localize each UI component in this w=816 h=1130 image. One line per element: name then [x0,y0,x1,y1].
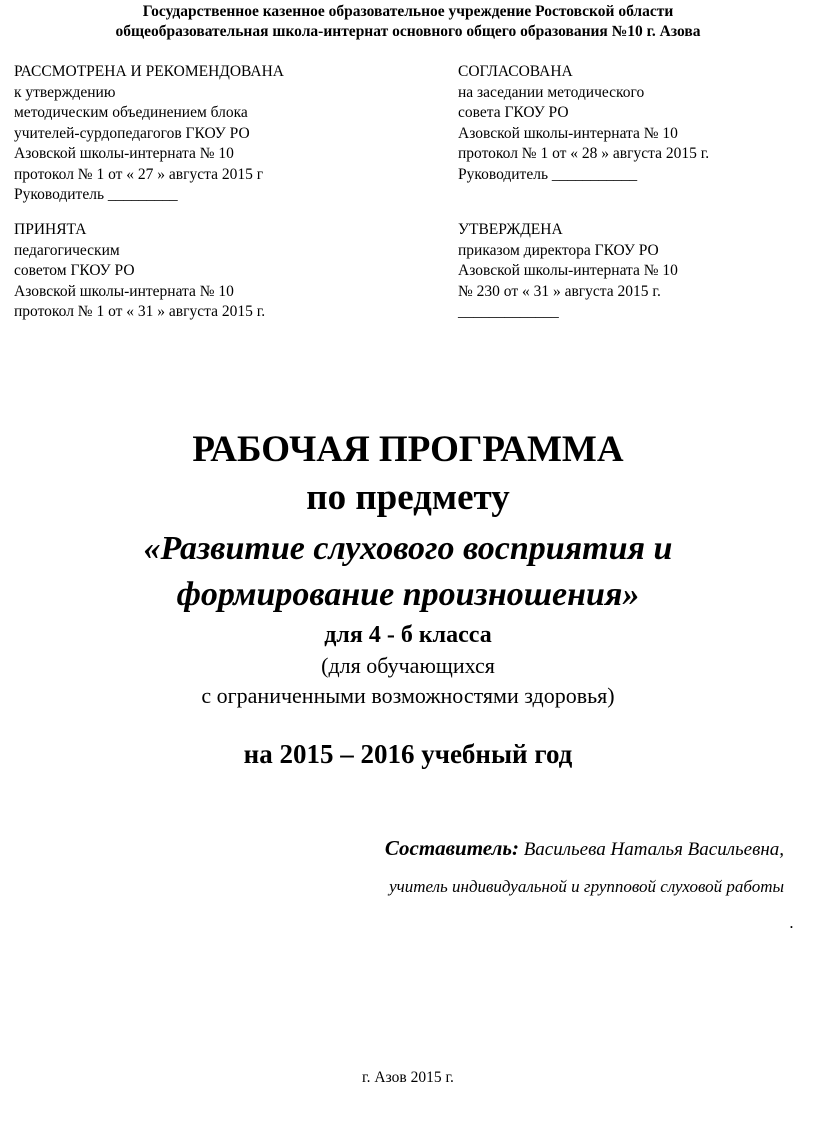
approved-line: приказом директора ГКОУ РО [458,241,659,259]
reviewed-line: РАССМОТРЕНА И РЕКОМЕНДОВАНА [14,63,284,80]
approved-line: № 230 от « 31 » августа 2015 г. [458,282,661,300]
subject-name-line-1: «Развитие слухового восприятия и [143,530,673,567]
class-label: для 4 - б класса [324,622,492,648]
approved-line: _____________ [458,303,559,320]
audience-line-2: с ограниченными возможностями здоровья) [201,683,615,708]
trailing-dot: . [789,913,794,932]
author-line [385,836,784,862]
accepted-line: протокол № 1 от « 31 » августа 2015 г. [14,303,266,320]
agreed-line: на заседании методического [458,83,645,101]
accepted-line: ПРИНЯТА [14,221,87,238]
header-line-1: Государственное казенное образовательное учреждение Ростовской области [142,3,674,20]
approved-line: УТВЕРЖДЕНА [458,221,563,238]
city-year: г. Азов 2015 г. [362,1069,454,1086]
author-label: Составитель: [384,836,519,860]
reviewed-line: к утверждению [14,83,116,101]
author-position: учитель индивидуальной и групповой слуховой работы [389,877,784,896]
reviewed-line: методическим объединением блока [14,104,248,121]
agreed-line: протокол № 1 от « 28 » августа 2015 г. [458,145,710,162]
reviewed-line: Азовской школы-интерната № 10 [14,145,234,162]
accepted-line: педагогическим [14,241,120,259]
institution-header [0,2,816,42]
reviewed-line: учителей-сурдопедагогов ГКОУ РО [14,124,250,142]
accepted-line: советом ГКОУ РО [14,262,135,279]
program-subject-label: по предмету [306,477,510,518]
agreed-block [458,62,709,185]
agreed-line: Руководитель ___________ [458,165,638,183]
reviewed-block [14,62,284,206]
academic-year: на 2015 – 2016 учебный год [243,739,573,769]
agreed-line: СОГЛАСОВАНА [458,63,573,80]
approved-block [458,220,678,323]
program-title: РАБОЧАЯ ПРОГРАММА [192,429,624,470]
approved-line: Азовской школы-интерната № 10 [458,262,678,279]
audience-line-1: (для обучающихся [321,653,495,678]
reviewed-line: протокол № 1 от « 27 » августа 2015 г [14,165,264,183]
accepted-block [14,220,265,323]
header-line-2: общеобразовательная школа-интернат основного общего образования №10 г. Азова [115,23,701,40]
author-name: Васильева Наталья Васильевна, [518,839,784,860]
reviewed-line: Руководитель _________ [14,186,178,203]
agreed-line: совета ГКОУ РО [458,104,569,121]
subject-name-line-2: формирование произношения» [176,576,640,613]
agreed-line: Азовской школы-интерната № 10 [458,124,678,142]
accepted-line: Азовской школы-интерната № 10 [14,282,234,300]
